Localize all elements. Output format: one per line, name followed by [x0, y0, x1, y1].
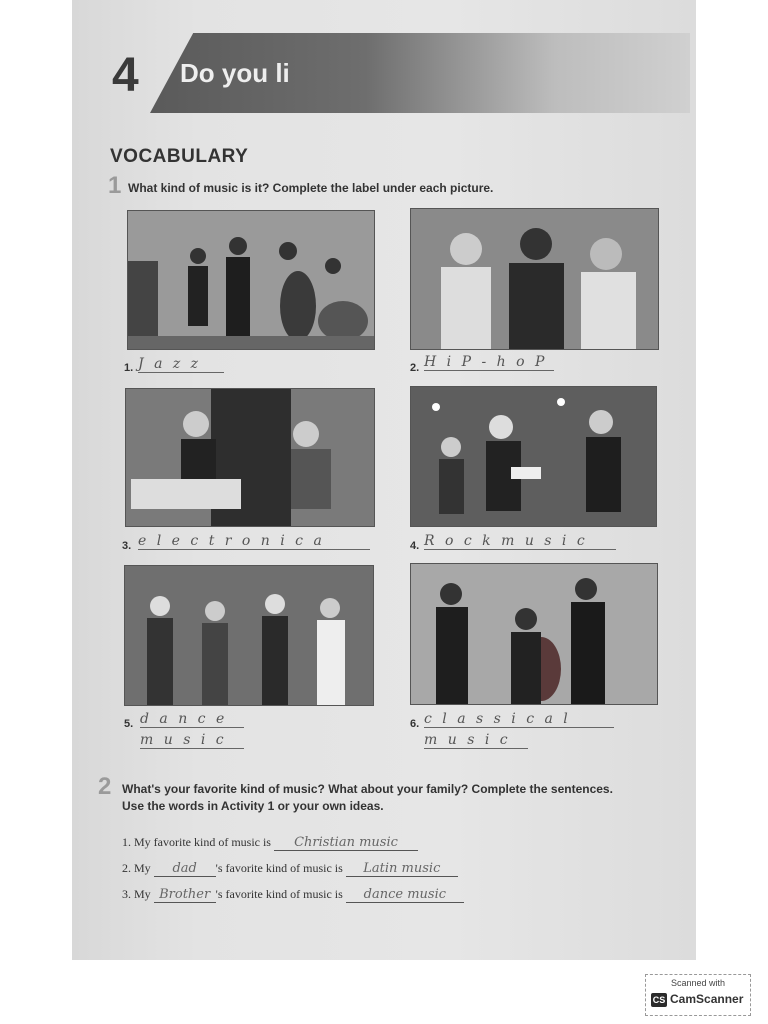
scanner-brand: CamScanner [670, 992, 744, 1006]
sentence-1 [122, 835, 418, 851]
activity-2-number: 2 [98, 773, 112, 800]
unit-title: Do you li [180, 58, 290, 88]
sentence-1-number: 1. [122, 835, 131, 849]
hip-hop-photo [410, 208, 659, 350]
activity-1-instruction: What kind of music is it? Complete the label under each picture. [128, 181, 494, 195]
rock-music-photo [410, 386, 657, 527]
sentence-3-suffix: 's favorite kind of music is [215, 887, 343, 901]
item-6-number: 6. [410, 718, 420, 730]
activity-2-instruction-line-1: What's your favorite kind of music? What about your family? Complete the sentences. [122, 782, 613, 796]
sentence-1-text: My favorite kind of music is [134, 835, 271, 849]
item-2-answer[interactable]: H i P - h o P [424, 355, 554, 371]
camscanner-watermark [645, 974, 751, 1016]
sentence-2-suffix: 's favorite kind of music is [215, 861, 343, 875]
activity-2-instruction-line-2: Use the words in Activity 1 or your own ideas. [122, 799, 384, 813]
item-4-number: 4. [410, 540, 420, 552]
sentence-3 [122, 887, 464, 903]
item-1-answer[interactable]: J a z z [138, 357, 224, 373]
scanner-caption: Scanned with [670, 978, 726, 988]
item-5-answer-line-1[interactable]: d a n c e [140, 712, 244, 728]
item-5-number: 5. [124, 718, 134, 730]
sentence-3-person[interactable]: Brother [154, 887, 216, 903]
item-5-answer-line-2[interactable]: m u s i c [140, 733, 244, 749]
activity-1-number: 1 [108, 172, 122, 199]
section-title: VOCABULARY [110, 146, 249, 167]
sentence-3-answer[interactable]: dance music [346, 887, 464, 903]
sentence-2-number: 2. [122, 861, 131, 875]
sentence-2 [122, 861, 458, 877]
jazz-band-photo [127, 210, 375, 350]
item-1-number: 1. [124, 362, 134, 374]
classical-music-photo [410, 563, 658, 705]
item-3-answer[interactable]: e l e c t r o n i c a [138, 534, 370, 550]
item-6-answer-line-2[interactable]: m u s i c [424, 733, 528, 749]
camscanner-logo-icon: CS [652, 995, 666, 1005]
sentence-2-person[interactable]: dad [154, 861, 216, 877]
unit-number: 4 [112, 49, 139, 102]
sentence-2-prefix: My [134, 861, 151, 875]
sentence-1-answer[interactable]: Christian music [274, 835, 418, 851]
dance-music-photo [124, 565, 374, 706]
sentence-3-number: 3. [122, 887, 131, 901]
item-3-number: 3. [122, 540, 132, 552]
item-4-answer[interactable]: R o c k m u s i c [424, 534, 616, 550]
electronica-photo [125, 388, 375, 527]
item-2-number: 2. [410, 362, 420, 374]
item-6-answer-line-1[interactable]: c l a s s i c a l [424, 712, 614, 728]
sentence-2-answer[interactable]: Latin music [346, 861, 458, 877]
sentence-3-prefix: My [134, 887, 151, 901]
